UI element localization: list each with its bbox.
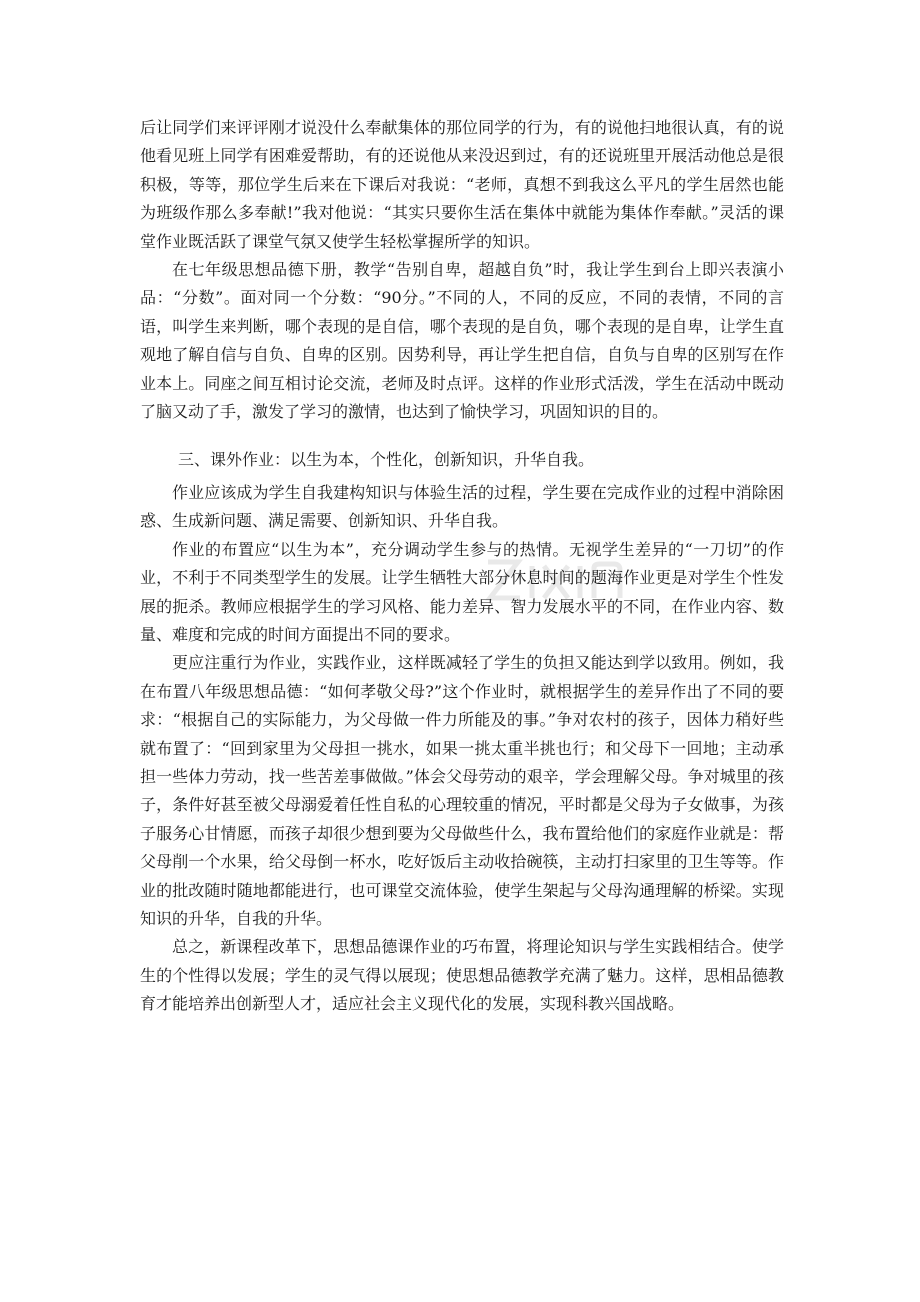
- paragraph-grade7-example: 在七年级思想品德下册，教学“告别自卑，超越自负”时，我让学生到台上即兴表演小品：“分数”。面对同一个分数：“90分。”不同的人，不同的反应，不同的表情，不同的言语，叫学生来判断，哪个表现的是自信，哪个表现的是自负，哪个表现的是自卑，让学生直观地了解自信与自负、自卑的区别。因势利导，再让学生把自信，自负与自卑的区别写在作业本上。同座之间互相讨论交流，老师及时点评。这样的作业形式活泼，学生在活动中既动了脑又动了手，激发了学习的激情，也达到了愉快学习，巩固知识的目的。: [140, 260, 784, 422]
- paragraph-conclusion: 总之，新课程改革下，思想品德课作业的巧布置，将理论知识与学生实践相结合。使学生的个性得以发展；学生的灵气得以展现；使思想品德教学充满了魅力。这样，思相品德教育才能培养出创新型人才，适应社会主义现代化的发展，实现科教兴国战略。: [140, 937, 784, 1014]
- section-heading-extracurricular-homework: 三、课外作业：以生为本，个性化，创新知识，升华自我。: [178, 450, 595, 470]
- paragraph-student-centered: 作业的布置应“以生为本”，充分调动学生参与的热情。无视学生差异的“一刀切”的作业，不利于不同类型学生的发展。让学生牺牲大部分休息时间的题海作业更是对学生个性发展的扼杀。教师应根据学生的学习风格、能力差异、智力发展水平的不同，在作业内容、数量、难度和完成的时间方面提出不同的要求。: [140, 539, 784, 644]
- paragraph-practice-homework: 更应注重行为作业，实践作业，这样既减轻了学生的负担又能达到学以致用。例如，我在布置八年级思想品德：“如何孝敬父母?”这个作业时，就根据学生的差异作出了不同的要求：“根据自己的实际能力，为父母做一件力所能及的事。”争对农村的孩子，因体力稍好些就布置了：“回到家里为父母担一挑水，如果一挑太重半挑也行；和父母下一回地；主动承担一些体力劳动，找一些苦差事做做。”体会父母劳动的艰辛，学会理解父母。争对城里的孩子，条件好甚至被父母溺爱着任性自私的心理较重的情况，平时都是父母为子女做事，为孩子服务心甘情愿，而孩子却很少想到要为父母做些什么，我布置给他们的家庭作业就是：帮父母削一个水果，给父母倒一杯水，吃好饭后主动收拾碗筷，主动打扫家里的卫生等等。作业的批改随时随地都能进行，也可课堂交流体验，使学生架起与父母沟通理解的桥梁。实现知识的升华，自我的升华。: [140, 653, 784, 928]
- paragraph-homework-purpose: 作业应该成为学生自我建构知识与体验生活的过程，学生要在完成作业的过程中消除困惑、生成新问题、满足需要、创新知识、升华自我。: [140, 482, 784, 531]
- document-body: [140, 114, 784, 1019]
- paragraph-continuation: 后让同学们来评评刚才说没什么奉献集体的那位同学的行为，有的说他扫地很认真，有的说他看见班上同学有困难爱帮助，有的还说他从来没迟到过，有的还说班里开展活动他总是很积极，等等，那位学生后来在下课后对我说：“老师，真想不到我这么平凡的学生居然也能为班级作那么多奉献!”我对他说：“其实只要你生活在集体中就能为集体作奉献。”灵活的课堂作业既活跃了课堂气氛又使学生轻松掌握所学的知识。: [140, 118, 784, 251]
